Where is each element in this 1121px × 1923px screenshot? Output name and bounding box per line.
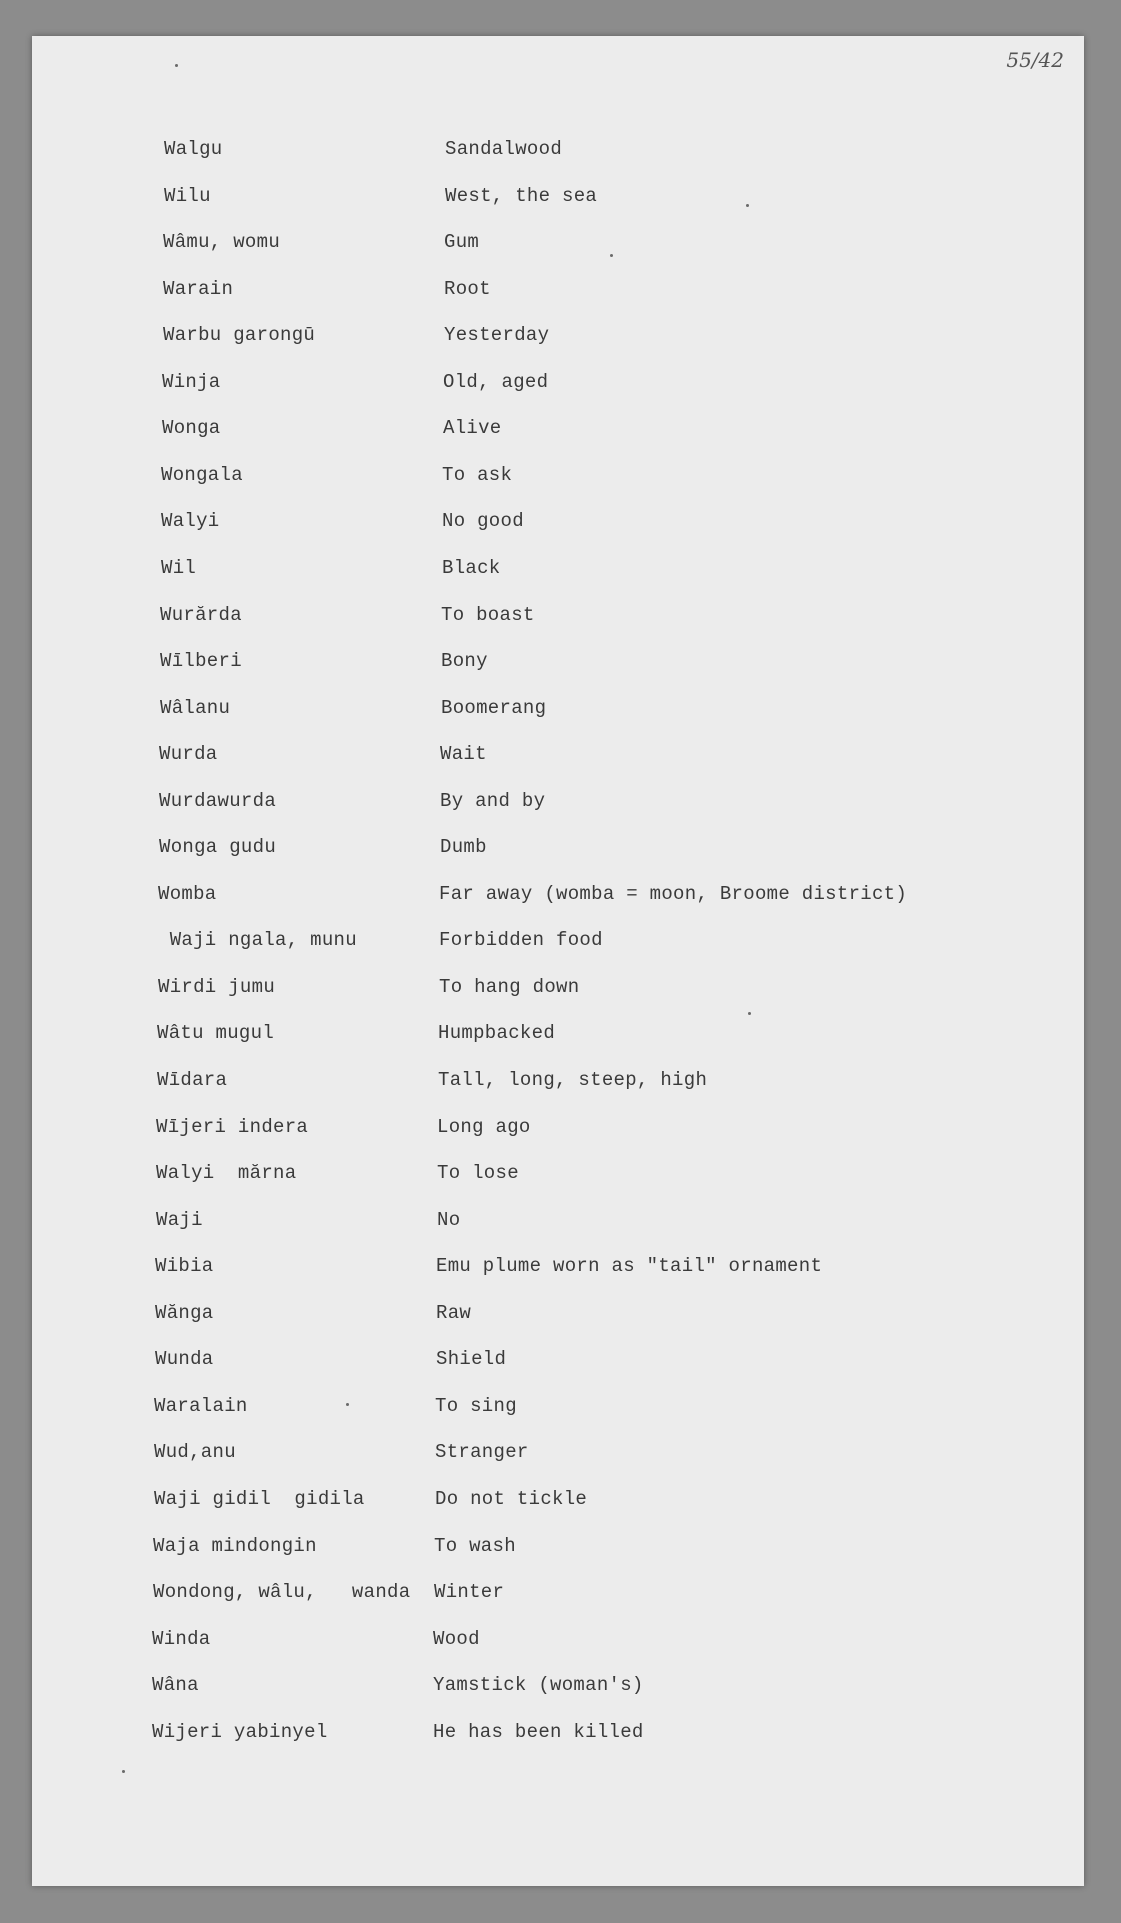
- english-meaning: To hang down: [439, 975, 580, 998]
- aboriginal-word: Wâna: [152, 1674, 199, 1697]
- aboriginal-word: Wil: [161, 556, 197, 579]
- document-page: [32, 36, 1084, 1886]
- english-meaning: Shield: [436, 1348, 507, 1371]
- glossary-row: [32, 138, 1084, 168]
- glossary-row: [32, 1721, 1084, 1751]
- aboriginal-word: Waji ngala, munu: [158, 929, 357, 952]
- english-meaning: Forbidden food: [439, 929, 603, 952]
- aboriginal-word: Wijeri yabinyel: [152, 1720, 328, 1743]
- glossary-row: [32, 1395, 1084, 1425]
- glossary-row: [32, 185, 1084, 215]
- english-meaning: West, the sea: [445, 184, 598, 207]
- aboriginal-word: Wirdi jumu: [158, 975, 276, 998]
- glossary-row: [32, 697, 1084, 727]
- english-meaning: Wood: [433, 1627, 480, 1650]
- aboriginal-word: Waralain: [154, 1394, 248, 1417]
- english-meaning: To boast: [441, 603, 535, 626]
- page-number: 55/42: [1006, 48, 1064, 72]
- english-meaning: Bony: [441, 650, 488, 673]
- english-meaning: Sandalwood: [445, 138, 563, 160]
- aboriginal-word: Wurărda: [160, 603, 242, 626]
- english-meaning: Yamstick (woman's): [433, 1674, 644, 1697]
- aboriginal-word: Waja mindongin: [153, 1534, 317, 1557]
- aboriginal-word: Wījeri indera: [156, 1115, 309, 1138]
- english-meaning: By and by: [440, 789, 546, 812]
- aboriginal-word: Winda: [152, 1627, 211, 1650]
- glossary-row: [32, 324, 1084, 354]
- aboriginal-word: Waji: [156, 1208, 203, 1231]
- glossary-row: [32, 1674, 1084, 1704]
- english-meaning: Do not tickle: [435, 1487, 588, 1510]
- english-meaning: To sing: [435, 1394, 517, 1417]
- aboriginal-word: Wurdawurda: [159, 789, 277, 812]
- english-meaning: Raw: [436, 1301, 472, 1324]
- aboriginal-word: Walyi: [161, 510, 220, 533]
- glossary-row: [32, 929, 1084, 959]
- glossary-row: [32, 976, 1084, 1006]
- aboriginal-word: Wīdara: [157, 1069, 228, 1091]
- paper-speck: [748, 1012, 751, 1015]
- glossary-row: [32, 1628, 1084, 1658]
- glossary-row: [32, 1022, 1084, 1052]
- english-meaning: Long ago: [437, 1115, 531, 1138]
- glossary-row: [32, 1162, 1084, 1192]
- english-meaning: Tall, long, steep, high: [438, 1069, 708, 1091]
- english-meaning: Winter: [434, 1581, 505, 1604]
- aboriginal-word: Wâmu, womu: [163, 231, 281, 254]
- english-meaning: Stranger: [435, 1441, 529, 1464]
- english-meaning: Humpbacked: [438, 1022, 556, 1045]
- aboriginal-word: Wâtu mugul: [157, 1022, 275, 1045]
- english-meaning: Yesterday: [444, 324, 550, 347]
- aboriginal-word: Warbu garongū: [163, 324, 316, 347]
- glossary-row: [32, 790, 1084, 820]
- aboriginal-word: Wondong, wâlu, wanda: [153, 1581, 411, 1604]
- glossary-row: [32, 1581, 1084, 1611]
- aboriginal-word: Waji gidil gidila: [154, 1487, 365, 1510]
- english-meaning: To wash: [434, 1534, 516, 1557]
- glossary-row: [32, 1302, 1084, 1332]
- english-meaning: Gum: [444, 231, 480, 254]
- english-meaning: To ask: [442, 463, 513, 486]
- glossary-row: [32, 417, 1084, 447]
- glossary-row: [32, 1488, 1084, 1518]
- paper-speck: [122, 1770, 125, 1773]
- aboriginal-word: Wurda: [159, 743, 218, 766]
- aboriginal-word: Wilu: [164, 184, 211, 207]
- aboriginal-word: Walyi mărna: [156, 1162, 297, 1185]
- glossary-row: [32, 743, 1084, 773]
- glossary-row: [32, 1116, 1084, 1146]
- english-meaning: Far away (womba = moon, Broome district): [439, 882, 908, 905]
- glossary-row: [32, 1069, 1084, 1099]
- glossary-row: [32, 231, 1084, 261]
- paper-speck: [175, 64, 178, 67]
- aboriginal-word: Winja: [162, 370, 221, 393]
- english-meaning: He has been killed: [433, 1720, 644, 1743]
- glossary-row: [32, 1255, 1084, 1285]
- glossary-row: [32, 836, 1084, 866]
- english-meaning: Wait: [440, 743, 487, 766]
- english-meaning: Old, aged: [443, 370, 549, 393]
- glossary-row: [32, 1535, 1084, 1565]
- aboriginal-word: Wâlanu: [160, 696, 231, 719]
- aboriginal-word: Wibia: [155, 1255, 214, 1278]
- english-meaning: No: [437, 1208, 461, 1231]
- english-meaning: Boomerang: [441, 696, 547, 719]
- aboriginal-word: Wunda: [155, 1348, 214, 1371]
- english-meaning: Emu plume worn as "tail" ornament: [436, 1255, 823, 1278]
- glossary-row: [32, 1209, 1084, 1239]
- aboriginal-word: Wonga: [162, 417, 221, 440]
- aboriginal-word: Wongala: [161, 463, 243, 486]
- glossary-row: [32, 464, 1084, 494]
- glossary-row: [32, 510, 1084, 540]
- english-meaning: Black: [442, 556, 501, 579]
- english-meaning: Dumb: [440, 836, 487, 859]
- glossary-row: [32, 650, 1084, 680]
- english-meaning: Alive: [443, 417, 502, 440]
- aboriginal-word: Wonga gudu: [159, 836, 277, 859]
- english-meaning: To lose: [437, 1162, 519, 1185]
- aboriginal-word: Wud,anu: [154, 1441, 236, 1464]
- glossary-row: [32, 883, 1084, 913]
- english-meaning: No good: [442, 510, 524, 533]
- glossary-row: [32, 1441, 1084, 1471]
- aboriginal-word: Walgu: [164, 138, 223, 160]
- glossary-row: [32, 371, 1084, 401]
- glossary-row: [32, 604, 1084, 634]
- aboriginal-word: Womba: [158, 882, 217, 905]
- english-meaning: Root: [444, 277, 491, 300]
- aboriginal-word: Warain: [163, 277, 234, 300]
- glossary-row: [32, 557, 1084, 587]
- glossary-row: [32, 1348, 1084, 1378]
- aboriginal-word: Wīlberi: [160, 650, 242, 673]
- glossary-row: [32, 278, 1084, 308]
- aboriginal-word: Wănga: [155, 1301, 214, 1324]
